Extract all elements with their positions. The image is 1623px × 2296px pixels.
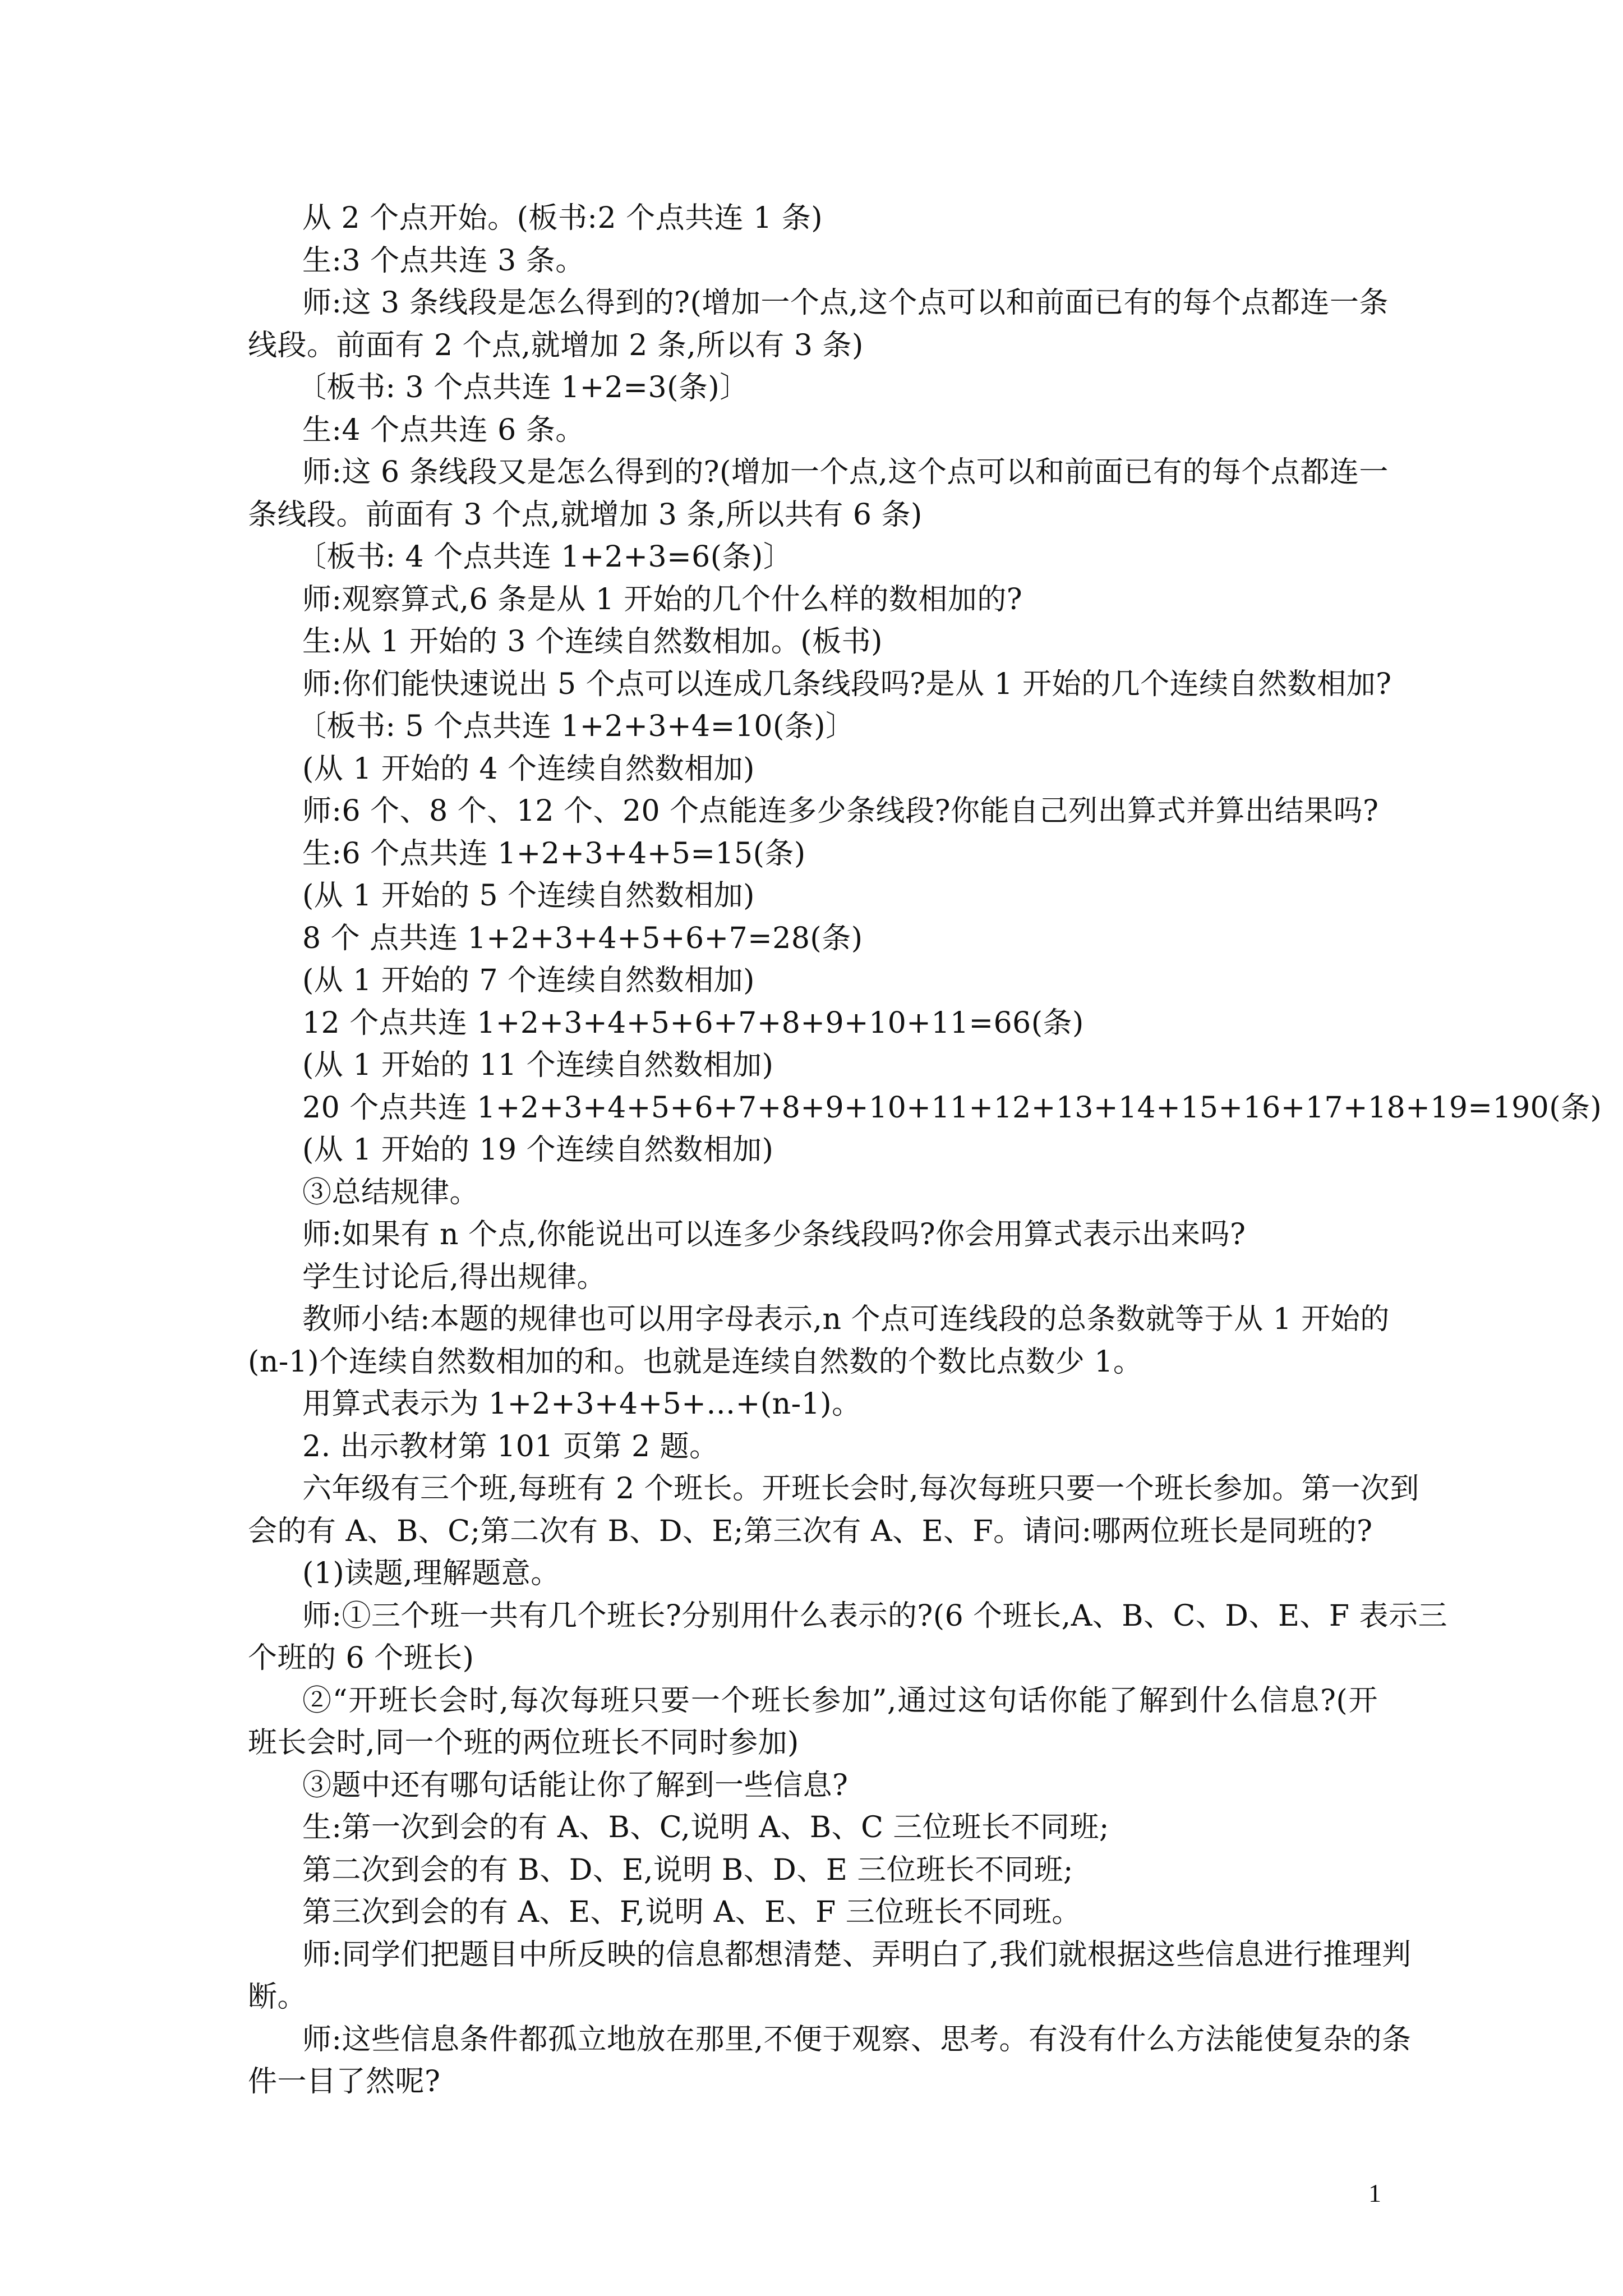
text-line: 师:同学们把题目中所反映的信息都想清楚、弄明白了,我们就根据这些信息进行推理判 bbox=[302, 1938, 1412, 1972]
text-line: 线段。前面有 2 个点,就增加 2 条,所以有 3 条) bbox=[248, 328, 864, 362]
text-line: 2. 出示教材第 101 页第 2 题。 bbox=[302, 1429, 719, 1464]
text-line: 班长会时,同一个班的两位班长不同时参加) bbox=[248, 1726, 799, 1760]
text-line: 生:3 个点共连 3 条。 bbox=[302, 243, 585, 278]
text-line: 生:第一次到会的有 A、B、C,说明 A、B、C 三位班长不同班; bbox=[302, 1811, 1109, 1844]
text-line: ③总结规律。 bbox=[302, 1175, 479, 1209]
text-line: 个班的 6 个班长) bbox=[248, 1641, 474, 1675]
blackboard-note: 〔板书: 4 个点共连 1+2+3=6(条)〕 bbox=[297, 540, 793, 574]
text-line: 断。 bbox=[248, 1980, 307, 2014]
text-line: 师:①三个班一共有几个班长?分别用什么表示的?(6 个班长,A、B、C、D、E、F 表示三 bbox=[302, 1599, 1448, 1633]
text-line: 件一目了然呢? bbox=[248, 2065, 441, 2099]
text-line: (从 1 开始的 4 个连续自然数相加) bbox=[302, 752, 755, 786]
blackboard-note: 〔板书: 5 个点共连 1+2+3+4=10(条)〕 bbox=[297, 710, 855, 743]
text-line: (从 1 开始的 19 个连续自然数相加) bbox=[302, 1133, 774, 1167]
text-line: 生:4 个点共连 6 条。 bbox=[302, 413, 585, 447]
text-line: 六年级有三个班,每班有 2 个班长。开班长会时,每次每班只要一个班长参加。第一次到 bbox=[302, 1472, 1419, 1506]
text-line: 学生讨论后,得出规律。 bbox=[302, 1260, 607, 1294]
blackboard-note: 〔板书: 3 个点共连 1+2=3(条)〕 bbox=[297, 371, 749, 404]
text-line: (1)读题,理解题意。 bbox=[302, 1557, 560, 1590]
text-line: (从 1 开始的 5 个连续自然数相加) bbox=[302, 879, 755, 913]
text-line: (从 1 开始的 11 个连续自然数相加) bbox=[302, 1048, 774, 1082]
text-line: 12 个点共连 1+2+3+4+5+6+7+8+9+10+11=66(条) bbox=[302, 1006, 1084, 1040]
text-line: 师:如果有 n 个点,你能说出可以连多少条线段吗?你会用算式表示出来吗? bbox=[302, 1218, 1246, 1251]
text-line: 师:这 3 条线段是怎么得到的?(增加一个点,这个点可以和前面已有的每个点都连一条 bbox=[302, 286, 1389, 320]
page-body bbox=[248, 197, 1602, 2104]
text-line: ③题中还有哪句话能让你了解到一些信息? bbox=[302, 1768, 849, 1802]
text-line: 师:这 6 条线段又是怎么得到的?(增加一个点,这个点可以和前面已有的每个点都连一 bbox=[302, 455, 1389, 489]
text-line: (从 1 开始的 7 个连续自然数相加) bbox=[302, 964, 755, 997]
text-line: 教师小结:本题的规律也可以用字母表示,n 个点可连线段的总条数就等于从 1 开始的 bbox=[302, 1303, 1390, 1336]
text-line: 师:这些信息条件都孤立地放在那里,不便于观察、思考。有没有什么方法能使复杂的条 bbox=[302, 2022, 1412, 2056]
text-line: 师:你们能快速说出 5 个点可以连成几条线段吗?是从 1 开始的几个连续自然数相加? bbox=[302, 667, 1392, 701]
text-line: 从 2 个点开始。(板书:2 个点共连 1 条) bbox=[302, 201, 823, 235]
text-line: (n-1)个连续自然数相加的和。也就是连续自然数的个数比点数少 1。 bbox=[248, 1345, 1143, 1379]
text-line: 用算式表示为 1+2+3+4+5+…+(n-1)。 bbox=[302, 1387, 861, 1421]
text-line: 生:6 个点共连 1+2+3+4+5=15(条) bbox=[302, 836, 806, 871]
text-line: 生:从 1 开始的 3 个连续自然数相加。(板书) bbox=[302, 625, 883, 659]
text-line: 8 个 点共连 1+2+3+4+5+6+7=28(条) bbox=[302, 921, 863, 955]
text-line: 师:观察算式,6 条是从 1 开始的几个什么样的数相加的? bbox=[302, 582, 1023, 616]
text-line: 师:6 个、8 个、12 个、20 个点能连多少条线段?你能自己列出算式并算出结果吗? bbox=[302, 794, 1379, 828]
text-line: 第三次到会的有 A、E、F,说明 A、E、F 三位班长不同班。 bbox=[302, 1895, 1081, 1929]
text-line: ②“开班长会时,每次每班只要一个班长参加”,通过这句话你能了解到什么信息?(开 bbox=[302, 1683, 1378, 1718]
text-line: 条线段。前面有 3 个点,就增加 3 条,所以共有 6 条) bbox=[248, 498, 923, 532]
text-line: 20 个点共连 1+2+3+4+5+6+7+8+9+10+11+12+13+14+15+16+17+18+19=190(条) bbox=[302, 1091, 1602, 1125]
text-line: 第二次到会的有 B、D、E,说明 B、D、E 三位班长不同班; bbox=[302, 1853, 1073, 1887]
page-number: 1 bbox=[1368, 2179, 1381, 2207]
text-line: 会的有 A、B、C;第二次有 B、D、E;第三次有 A、E、F。请问:哪两位班长是同班的? bbox=[248, 1514, 1373, 1548]
